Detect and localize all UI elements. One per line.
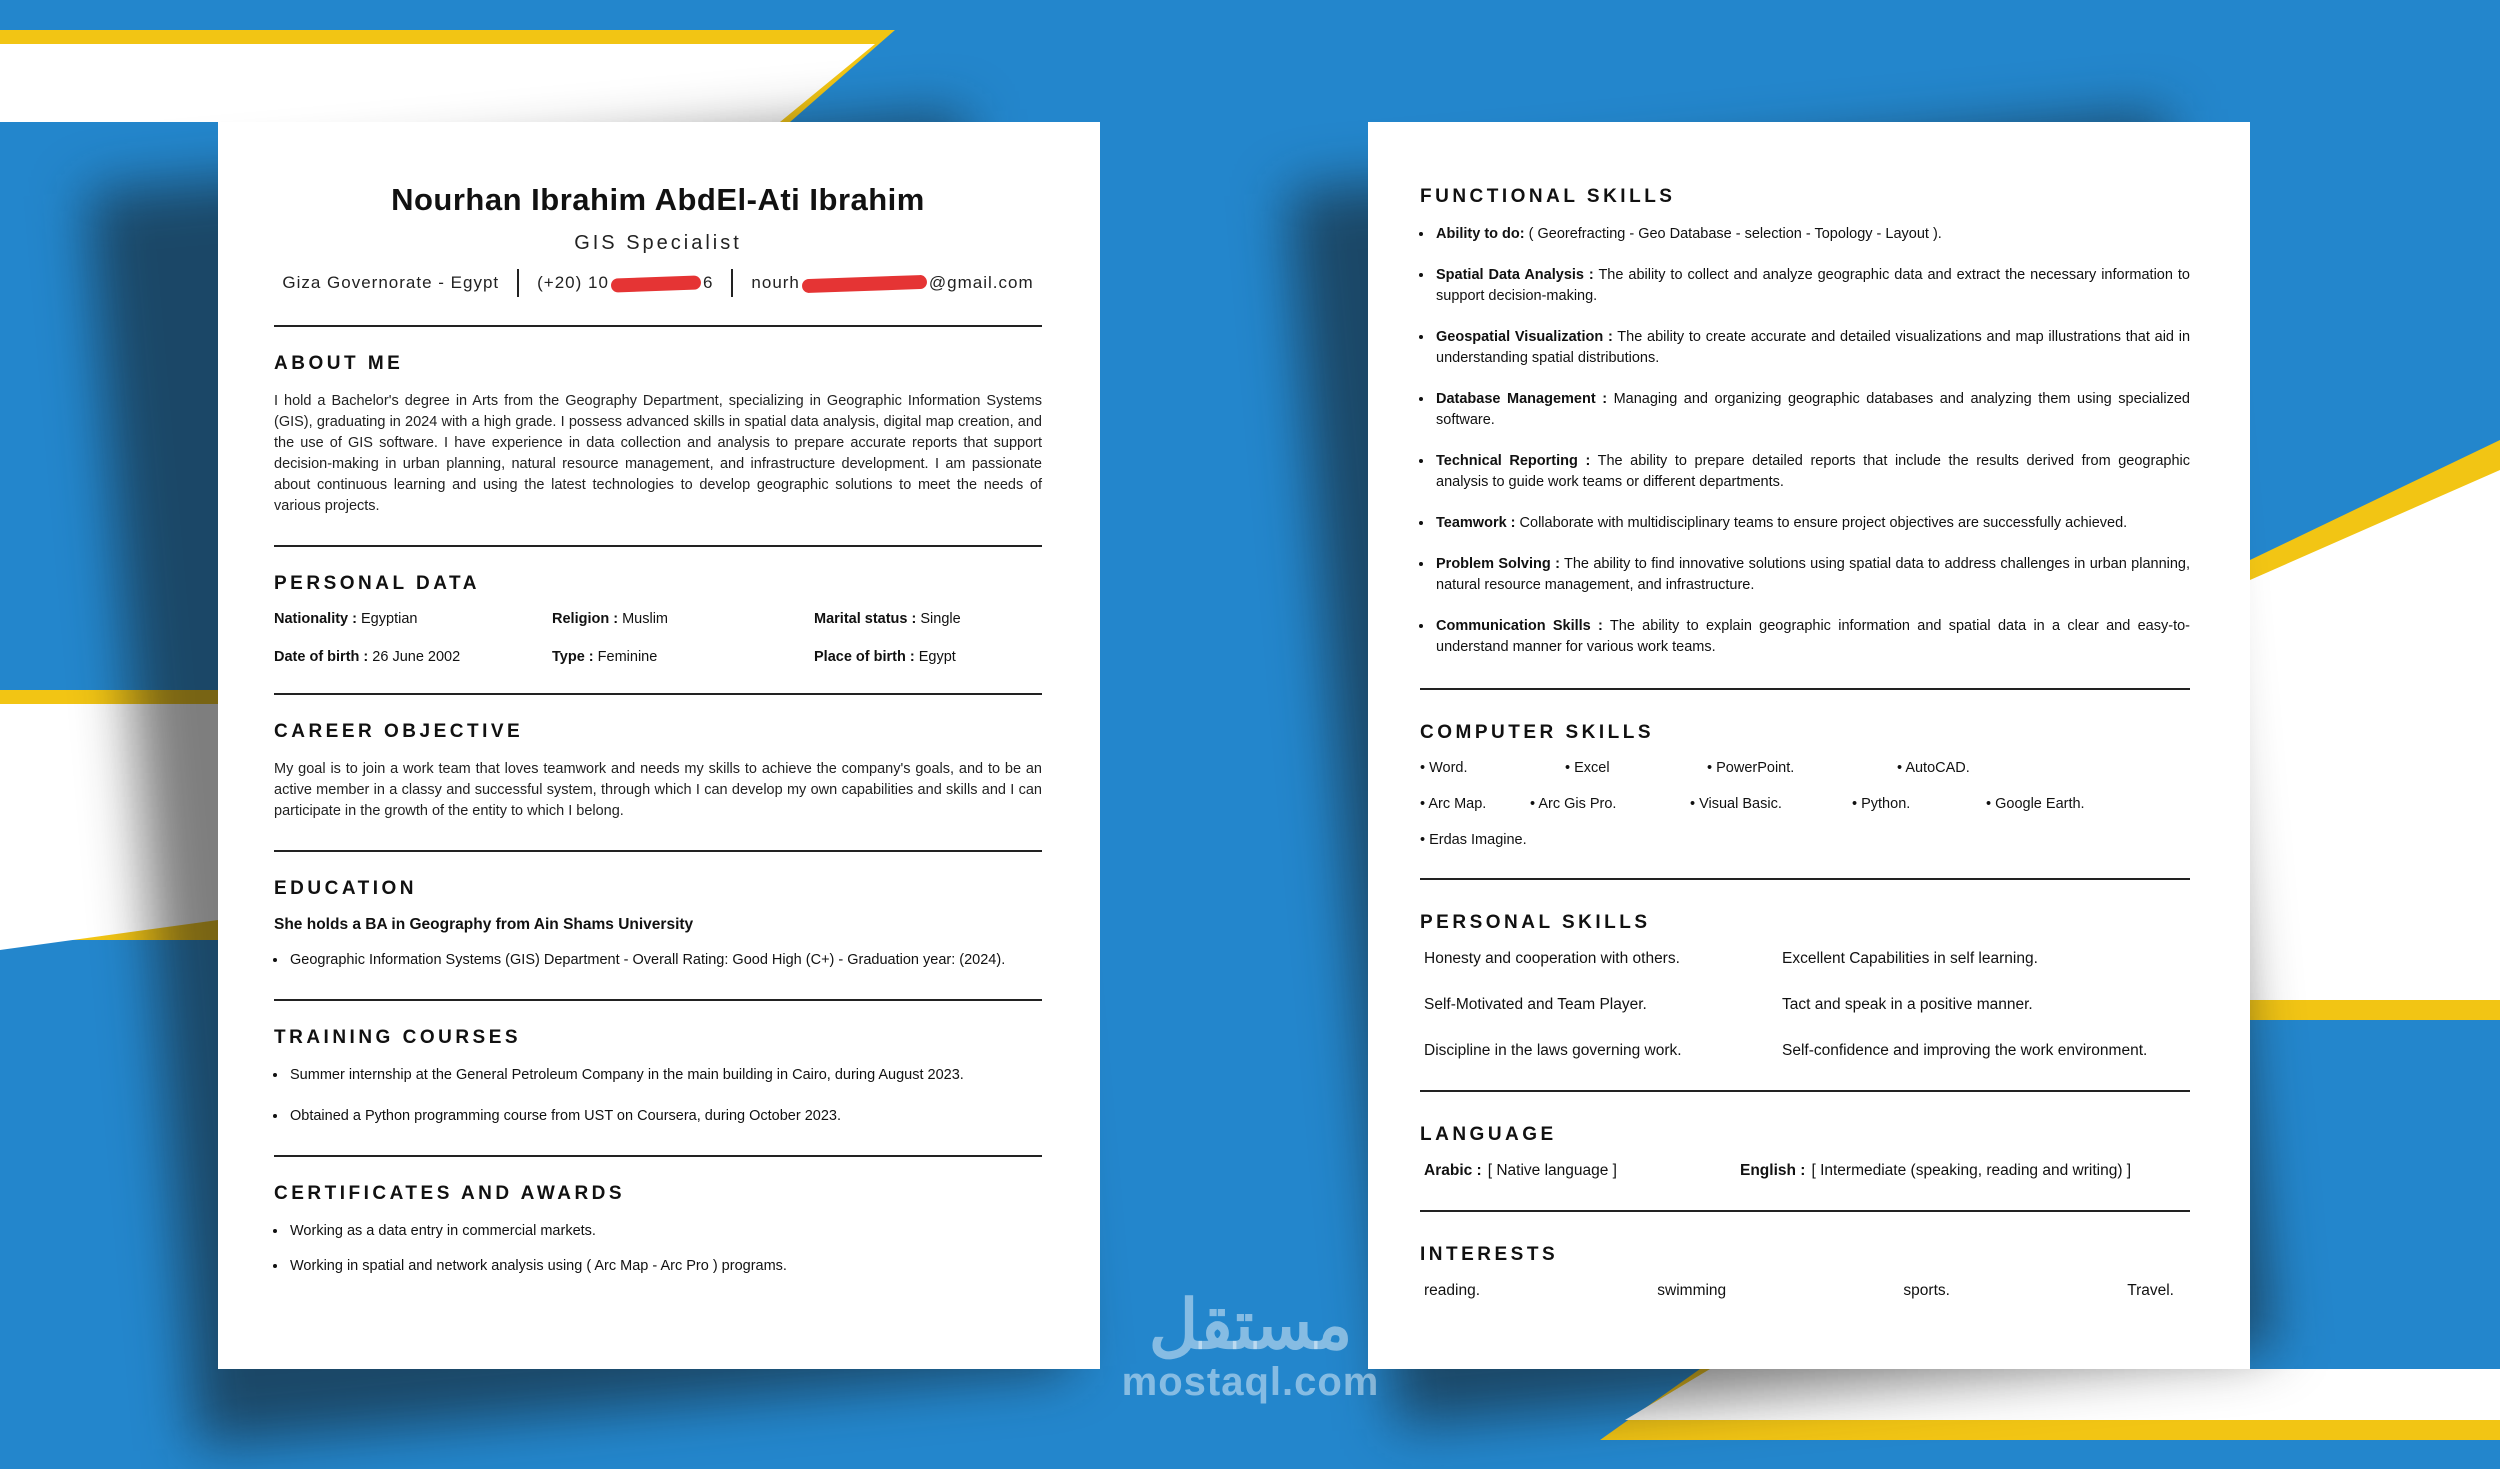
personal-field: Nationality : Egyptian [274,611,418,627]
personal-data-grid [274,611,1042,665]
redaction-mark [611,275,701,292]
list-item: • Erdas Imagine. [1420,832,1560,848]
list-item: • Arc Map. [1420,796,1530,812]
section-divider [274,850,1042,852]
email: nourh @gmail.com [751,273,1034,292]
section-divider [274,325,1042,327]
computer-skills-list [1420,760,2190,848]
candidate-role: GIS Specialist [574,232,742,254]
list-item: • Geographic Information Systems (GIS) Department - Overall Rating: Good High (C+) - Graduation year: (2024). [288,950,1042,971]
watermark-text: mostaql.com [1121,1360,1380,1404]
list-item: • Teamwork : Collaborate with multidisciplinary teams to ensure project objectives are successfully achieved. [1434,513,2190,534]
personal-field: Type : Feminine [552,649,658,665]
education-list [274,950,1042,971]
list-item: sports. [1903,1282,1950,1299]
list-item: • Excel [1565,760,1707,776]
section-divider [1420,688,2190,690]
list-item: • Summer internship at the General Petroleum Company in the main building in Cairo, during August 2023. [288,1065,1042,1086]
interests-title: INTERESTS [1420,1244,1559,1265]
list-item: Self-confidence and improving the work environment. [1782,1042,2148,1059]
about-text: I hold a Bachelor's degree in Arts from the Geography Department, specializing in Geographic Information Systems (GIS), graduating in 2024 with a high grade. I possess advanced skills in spatial data analysis, digital map creation, and the use of GIS software. I have experience in data collection and analysis to prepare accurate reports that support decision-making in urban planning, natural resource management, and infrastructure development. I am passionate about continuous learning and using the latest technologies to develop geographic solutions to meet the needs of various projects. [274,393,1042,514]
section-divider [1420,1210,2190,1212]
section-divider [1420,1090,2190,1092]
list-item: reading. [1424,1282,1481,1299]
list-item: • Working as a data entry in commercial markets. [288,1221,1042,1242]
personal-field: Marital status : Single [814,611,961,627]
language-title: LANGUAGE [1420,1124,1557,1145]
interests-list [1420,1282,2190,1300]
list-item: Tact and speak in a positive manner. [1782,996,2033,1013]
career-objective-text: My goal is to join a work team that loves teamwork and needs my skills to achieve the company's goals, and to be an active member in a classy and successful system, through which I can develop my own capabilities and skills and I can participate in the growth of the entity to which I belong. [274,761,1042,819]
computer-skills-title: COMPUTER SKILLS [1420,722,1655,743]
personal-skills-grid [1420,950,2190,1060]
personal-field: Place of birth : Egypt [814,649,956,665]
certificates-title: CERTIFICATES AND AWARDS [274,1183,626,1204]
certificates-list [274,1221,1042,1277]
phone: (+20) 10 6 [537,273,714,292]
personal-skills-title: PERSONAL SKILLS [1420,912,1651,933]
section-divider [274,693,1042,695]
personal-field: Religion : Muslim [552,611,669,627]
list-item: • Working in spatial and network analysis using ( Arc Map - Arc Pro ) programs. [288,1256,1042,1277]
list-item: • PowerPoint. [1707,760,1897,776]
language-item: Arabic : [ Native language ] [1424,1162,1617,1179]
divider [731,269,733,297]
list-item: • Communication Skills : The ability to explain geographic information and spatial data in a clear and easy-to-understand manner for various work teams. [1434,616,2190,658]
training-list [274,1065,1042,1127]
list-item: • Ability to do: ( Georefracting - Geo Database - selection - Topology - Layout ). [1434,224,2190,245]
personal-data-title: PERSONAL DATA [274,573,480,594]
list-item: • Problem Solving : The ability to find innovative solutions using spatial data to address challenges in urban planning, natural resource management, and infrastructure. [1434,554,2190,596]
education-degree: She holds a BA in Geography from Ain Shams University [274,916,694,933]
about-title: ABOUT ME [274,353,404,374]
personal-field: Date of birth : 26 June 2002 [274,649,461,665]
list-item: • Python. [1852,796,1986,812]
list-item: • Obtained a Python programming course from UST on Coursera, during October 2023. [288,1106,1042,1127]
section-divider [1420,878,2190,880]
list-item: • Geospatial Visualization : The ability to create accurate and detailed visualizations and map illustrations that aid in understanding spatial distributions. [1434,327,2190,369]
education-title: EDUCATION [274,878,418,899]
candidate-name: Nourhan Ibrahim AbdEl-Ati Ibrahim [391,182,925,217]
list-item: • Word. [1420,760,1565,776]
list-item: • Spatial Data Analysis : The ability to collect and analyze geographic data and extract the necessary information to support decision-making. [1434,265,2190,307]
list-item: Excellent Capabilities in self learning. [1782,950,2038,967]
section-divider [274,999,1042,1001]
functional-skills-list [1420,224,2190,658]
list-item: Honesty and cooperation with others. [1424,950,1680,967]
list-item: • Visual Basic. [1690,796,1852,812]
list-item: • Google Earth. [1986,796,2140,812]
list-item: • Technical Reporting : The ability to prepare detailed reports that include the results derived from geographic analysis to guide work teams or different departments. [1434,451,2190,493]
language-list [1420,1162,2190,1180]
list-item: Travel. [2127,1282,2174,1299]
list-item: • Database Management : Managing and organizing geographic databases and analyzing them using specialized software. [1434,389,2190,431]
mostaql-watermark [1098,1287,1403,1405]
contact-line [274,269,1042,297]
section-divider [274,545,1042,547]
resume-page-2 [1368,122,2250,1369]
language-item: English : [ Intermediate (speaking, reading and writing) ] [1740,1162,2132,1179]
list-item: • AutoCAD. [1897,760,2087,776]
list-item: swimming [1657,1282,1727,1299]
divider [517,269,519,297]
section-divider [274,1155,1042,1157]
training-title: TRAINING COURSES [274,1027,522,1048]
list-item: Discipline in the laws governing work. [1424,1042,1682,1059]
functional-skills-title: FUNCTIONAL SKILLS [1420,186,1676,207]
location: Giza Governorate - Egypt [282,273,500,292]
list-item: Self-Motivated and Team Player. [1424,996,1647,1013]
watermark-logo: مستقل [1148,1287,1353,1363]
list-item: • Arc Gis Pro. [1530,796,1690,812]
resume-page-1 [218,122,1100,1369]
career-objective-title: CAREER OBJECTIVE [274,721,524,742]
redaction-mark [802,274,927,292]
